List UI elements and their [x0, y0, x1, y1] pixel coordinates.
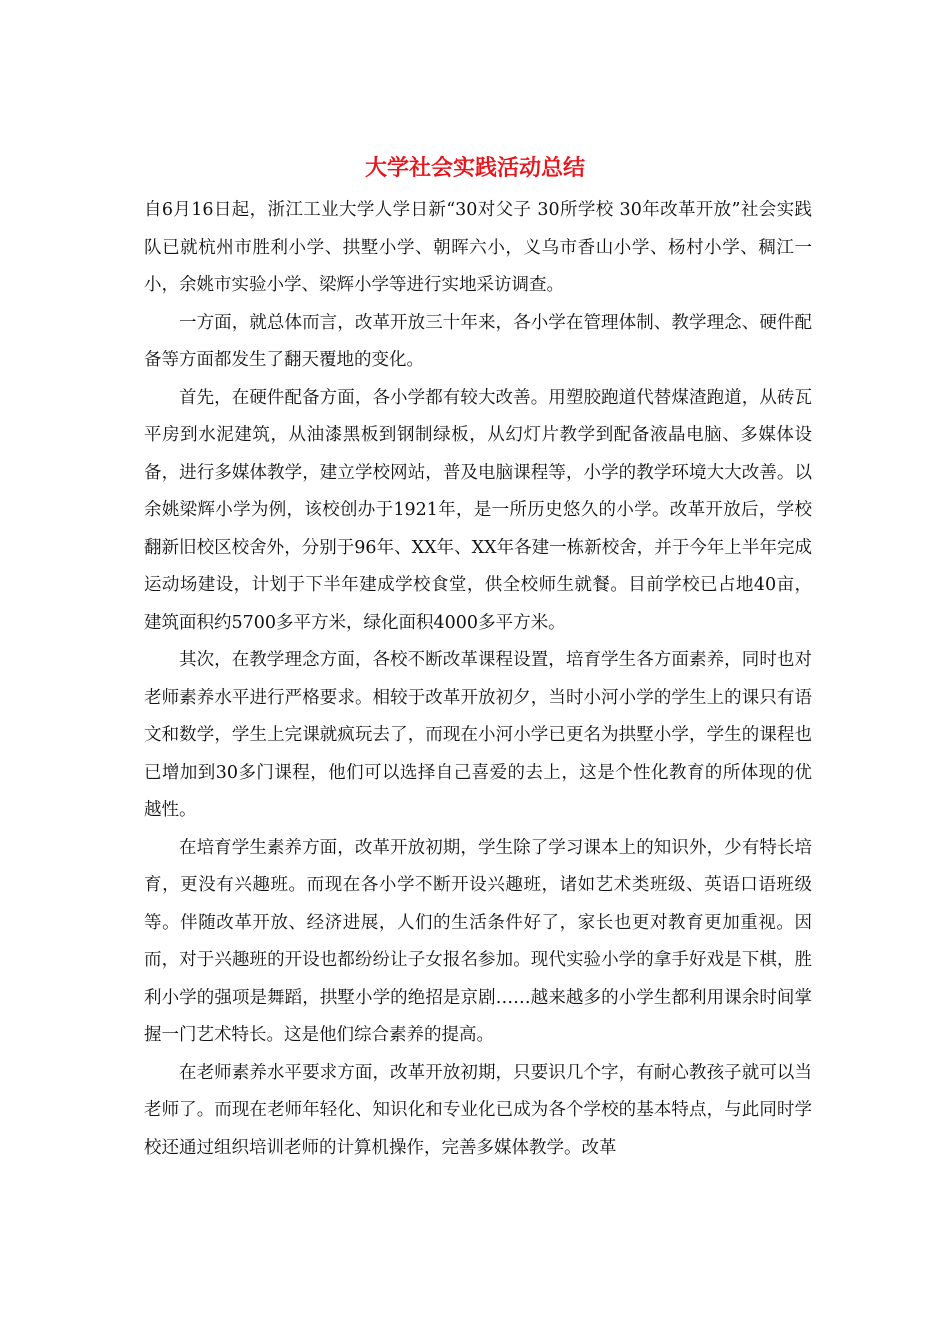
- paragraph-hardware: 首先，在硬件配备方面，各小学都有较大改善。用塑胶跑道代替煤渣跑道，从砖瓦平房到水泥建筑，从油漆黑板到钢制绿板，从幻灯片教学到配备液晶电脑、多媒体设备，进行多媒体教学，建立学校网站，普及电脑课程等，小学的教学环境大大改善。以余姚梁辉小学为例，该校创办于1921年，是一所历史悠久的小学。改革开放后，学校翻新旧校区校舍外，分别于96年、XX年、XX年各建一栋新校舍，并于今年上半年完成运动场建设，计划于下半年建成学校食堂，供全校师生就餐。目前学校已占地40亩，建筑面积约5700多平方米，绿化面积4000多平方米。: [144, 387, 812, 633]
- document-title: 大学社会实践活动总结: [364, 155, 585, 181]
- document-body: [144, 192, 812, 1167]
- paragraph-teacher-quality: 在老师素养水平要求方面，改革开放初期，只要识几个字，有耐心教孩子就可以当老师了。而现在老师年轻化、知识化和专业化已成为各个学校的基本特点，与此同时学校还通过组织培训老师的计算机操作，完善多媒体教学。改革: [144, 1062, 812, 1158]
- paragraph-teaching-philosophy: 其次，在教学理念方面，各校不断改革课程设置，培育学生各方面素养，同时也对老师素养水平进行严格要求。相较于改革开放初夕，当时小河小学的学生上的课只有语文和数学，学生上完课就疯玩去了，而现在小河小学已更名为拱墅小学，学生的课程也已增加到30多门课程，他们可以选择自己喜爱的去上，这是个性化教育的所体现的优越性。: [144, 650, 812, 820]
- paragraph-intro: 自6月16日起，浙江工业大学人学日新“30对父子 30所学校 30年改革开放”社会实践队已就杭州市胜利小学、拱墅小学、朝晖六小，义乌市香山小学、杨村小学、稠江一小，余姚市实验小学、梁辉小学等进行实地采访调查。: [144, 200, 812, 295]
- paragraph-overview: 一方面，就总体而言，改革开放三十年来，各小学在管理体制、教学理念、硬件配备等方面都发生了翻天覆地的变化。: [144, 312, 812, 370]
- paragraph-student-quality: 在培育学生素养方面，改革开放初期，学生除了学习课本上的知识外，少有特长培育，更没有兴趣班。而现在各小学不断开设兴趣班，诸如艺术类班级、英语口语班级等。伴随改革开放、经济进展，人们的生活条件好了，家长也更对教育更加重视。因而，对于兴趣班的开设也都纷纷让子女报名参加。现代实验小学的拿手好戏是下棋，胜利小学的强项是舞蹈，拱墅小学的绝招是京剧……越来越多的小学生都利用课余时间掌握一门艺术特长。这是他们综合素养的提高。: [144, 837, 812, 1045]
